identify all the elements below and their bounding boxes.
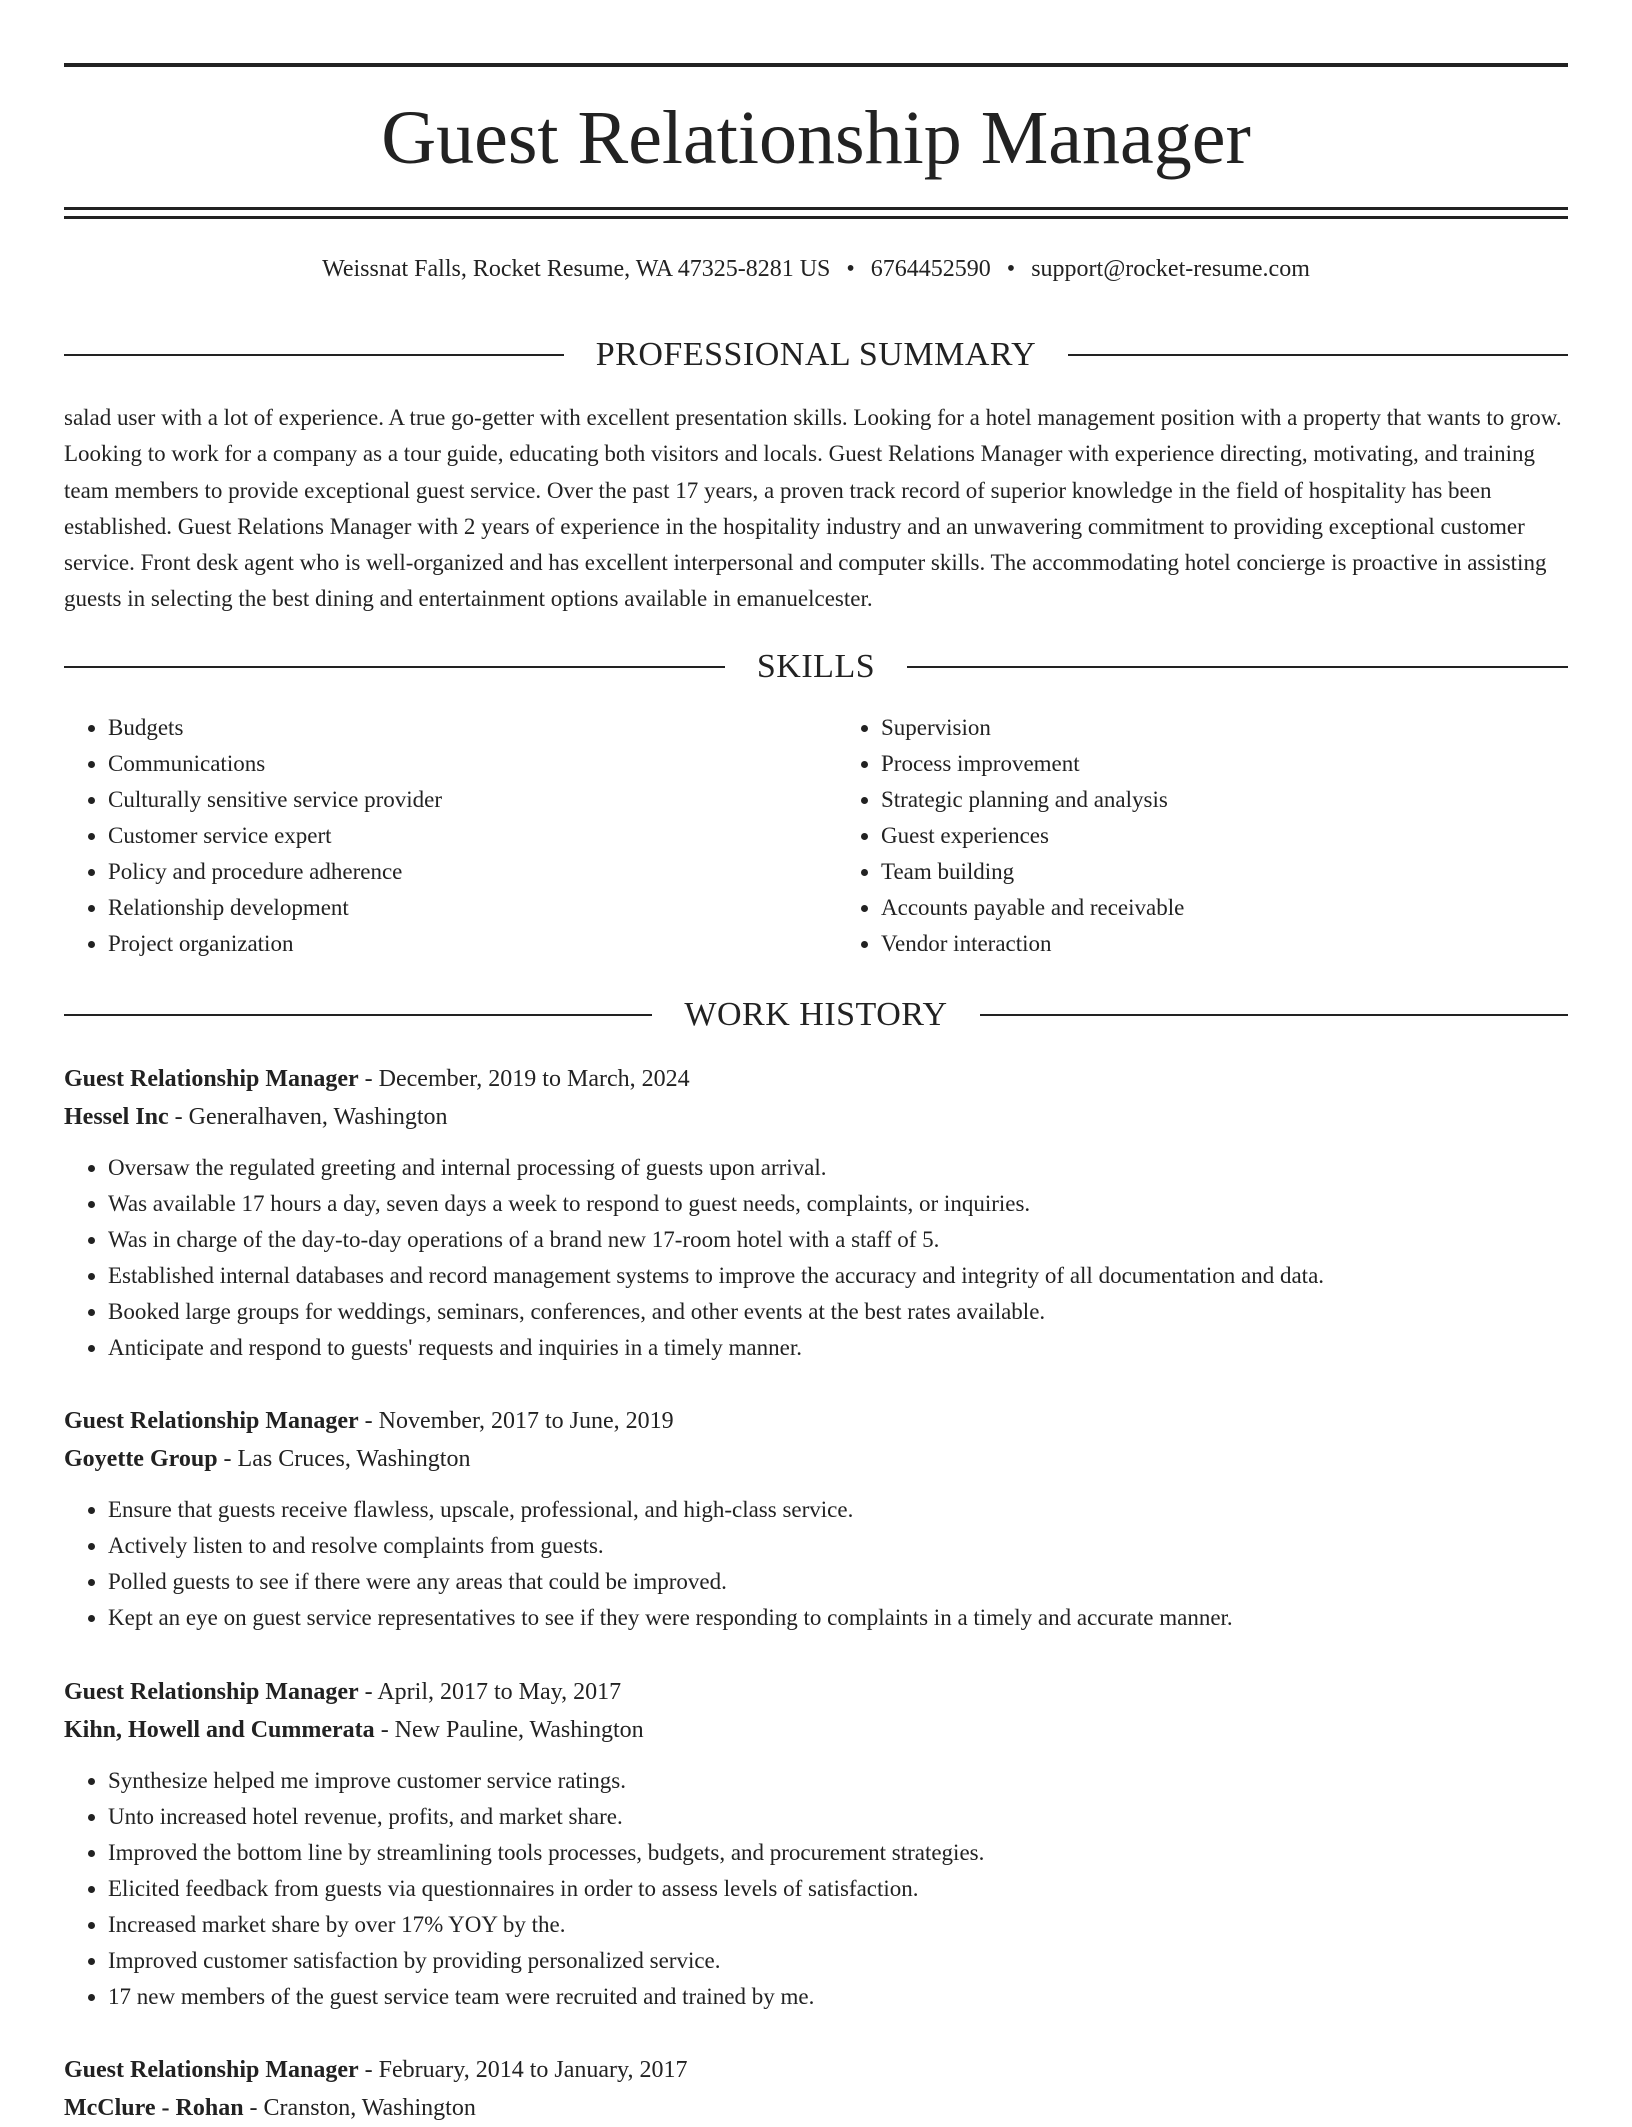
skill-item: • Guest experiences [881, 818, 1568, 854]
skill-item: • Policy and procedure adherence [108, 854, 795, 890]
skill-item: • Communications [108, 746, 795, 782]
skill-item: • Vendor interaction [881, 926, 1568, 962]
header-rule [64, 216, 1568, 219]
job-bullets [64, 1763, 1568, 2015]
job-title-line [64, 2051, 1568, 2089]
job-location: - Generalhaven, Washington [168, 1104, 448, 1130]
job-bullet: • Established internal databases and record management systems to improve the accuracy and integrity of all documentation and data. [108, 1258, 1568, 1294]
skill-item: • Budgets [108, 710, 795, 746]
job-bullet: • Actively listen to and resolve complaints from guests. [108, 1528, 1568, 1564]
work-heading: WORK HISTORY [684, 996, 948, 1033]
job-bullet: • Synthesize helped me improve customer service ratings. [108, 1763, 1568, 1799]
job-bullet: • Polled guests to see if there were any areas that could be improved. [108, 1564, 1568, 1600]
contact-separator: • [1006, 256, 1016, 282]
job-company: Kihn, Howell and Cummerata [64, 1717, 375, 1743]
job-bullet: • Kept an eye on guest service representatives to see if they were responding to complaints in a timely and accurate manner. [108, 1600, 1568, 1636]
section-rule [907, 666, 1568, 668]
job-entry [64, 2051, 1568, 2127]
contact-separator: • [846, 256, 855, 282]
skills-column-right [795, 710, 1568, 962]
job-title-line [64, 1673, 1568, 1711]
contact-address: Weissnat Falls, Rocket Resume, WA 47325-8281 US [322, 256, 831, 282]
job-bullet: • Booked large groups for weddings, seminars, conferences, and other events at the best rates available. [108, 1294, 1568, 1330]
job-bullet: • Anticipate and respond to guests' requests and inquiries in a timely manner. [108, 1330, 1568, 1366]
job-title-line [64, 1060, 1568, 1098]
job-title: Guest Relationship Manager [64, 1066, 359, 1092]
contact-phone: 6764452590 [870, 256, 991, 282]
job-entry [64, 1402, 1568, 1636]
skills-column-left [64, 710, 795, 962]
skill-item: • Team building [881, 854, 1568, 890]
skill-item: • Customer service expert [108, 818, 795, 854]
job-bullets [64, 1150, 1568, 1366]
job-title: Guest Relationship Manager [64, 1408, 359, 1434]
resume-title: Guest Relationship Manager [381, 96, 1251, 180]
job-company: Goyette Group [64, 1446, 218, 1472]
job-entry [64, 1673, 1568, 2015]
skill-item: • Process improvement [881, 746, 1568, 782]
section-rule [64, 354, 564, 356]
job-dates: - November, 2017 to June, 2019 [358, 1408, 674, 1434]
contact-line [64, 253, 1568, 285]
job-bullets [64, 1492, 1568, 1636]
job-company-line [64, 1098, 1568, 1136]
job-location: - Cranston, Washington [243, 2095, 476, 2121]
job-entry [64, 1060, 1568, 1366]
section-rule [64, 666, 725, 668]
job-bullet: • Ensure that guests receive flawless, upscale, professional, and high-class service. [108, 1492, 1568, 1528]
skills-list [64, 710, 1568, 962]
job-bullet: • Increased market share by over 17% YOY by the. [108, 1907, 1568, 1943]
job-bullet: • Improved the bottom line by streamlining tools processes, budgets, and procurement strategies. [108, 1835, 1568, 1871]
job-company-line [64, 1440, 1568, 1478]
skill-item: • Culturally sensitive service provider [108, 782, 795, 818]
job-company: McClure - Rohan [64, 2095, 244, 2121]
job-company: Hessel Inc [64, 1104, 169, 1130]
job-bullet: • 17 new members of the guest service team were recruited and trained by me. [108, 1979, 1568, 2015]
section-rule [980, 1014, 1568, 1016]
skill-item: • Accounts payable and receivable [881, 890, 1568, 926]
job-location: - New Pauline, Washington [374, 1717, 644, 1743]
contact-email: support@rocket-resume.com [1031, 256, 1310, 282]
work-section-header [64, 993, 1568, 1037]
job-title: Guest Relationship Manager [64, 2057, 359, 2083]
summary-heading: PROFESSIONAL SUMMARY [595, 336, 1037, 373]
job-bullet: • Unto increased hotel revenue, profits, and market share. [108, 1799, 1568, 1835]
job-dates: - February, 2014 to January, 2017 [358, 2057, 688, 2083]
top-rule [64, 63, 1568, 67]
header-rule [64, 207, 1568, 210]
job-bullet: • Was available 17 hours a day, seven days a week to respond to guest needs, complaints, or inquiries. [108, 1186, 1568, 1222]
job-dates: - December, 2019 to March, 2024 [358, 1066, 690, 1092]
skill-item: • Relationship development [108, 890, 795, 926]
job-company-line [64, 2089, 1568, 2127]
summary-text: salad user with a lot of experience. A true go-getter with excellent presentation skills. Looking for a hotel management position with a property that wants to grow. Looking to work for a company as a tour guide, educating both visitors and locals. Guest Relations Manager with experience directing, motivating, and training team members to provide exceptional guest service. Over the past 17 years, a proven track record of superior knowledge in the field of hospitality has been established. Guest Relations Manager with 2 years of experience in the hospitality industry and an unwavering commitment to providing exceptional customer service. Front desk agent who is well-organized and has excellent interpersonal and computer skills. The accommodating hotel concierge is proactive in assisting guests in selecting the best dining and entertainment options available in emanuelcester. [64, 405, 1562, 612]
section-rule [1068, 354, 1568, 356]
skill-item: • Project organization [108, 926, 795, 962]
job-title: Guest Relationship Manager [64, 1679, 359, 1705]
job-title-line [64, 1402, 1568, 1440]
job-bullet: • Was in charge of the day-to-day operations of a brand new 17-room hotel with a staff of 5. [108, 1222, 1568, 1258]
job-bullet: • Improved customer satisfaction by providing personalized service. [108, 1943, 1568, 1979]
job-dates: - April, 2017 to May, 2017 [358, 1679, 622, 1705]
job-bullet: • Elicited feedback from guests via questionnaires in order to assess levels of satisfaction. [108, 1871, 1568, 1907]
job-company-line [64, 1711, 1568, 1749]
skill-item: • Supervision [881, 710, 1568, 746]
section-rule [64, 1014, 652, 1016]
job-bullet: • Oversaw the regulated greeting and internal processing of guests upon arrival. [108, 1150, 1568, 1186]
job-location: - Las Cruces, Washington [217, 1446, 471, 1472]
skills-section-header [64, 645, 1568, 689]
summary-section-header [64, 333, 1568, 377]
skills-heading: SKILLS [756, 648, 876, 685]
skill-item: • Strategic planning and analysis [881, 782, 1568, 818]
